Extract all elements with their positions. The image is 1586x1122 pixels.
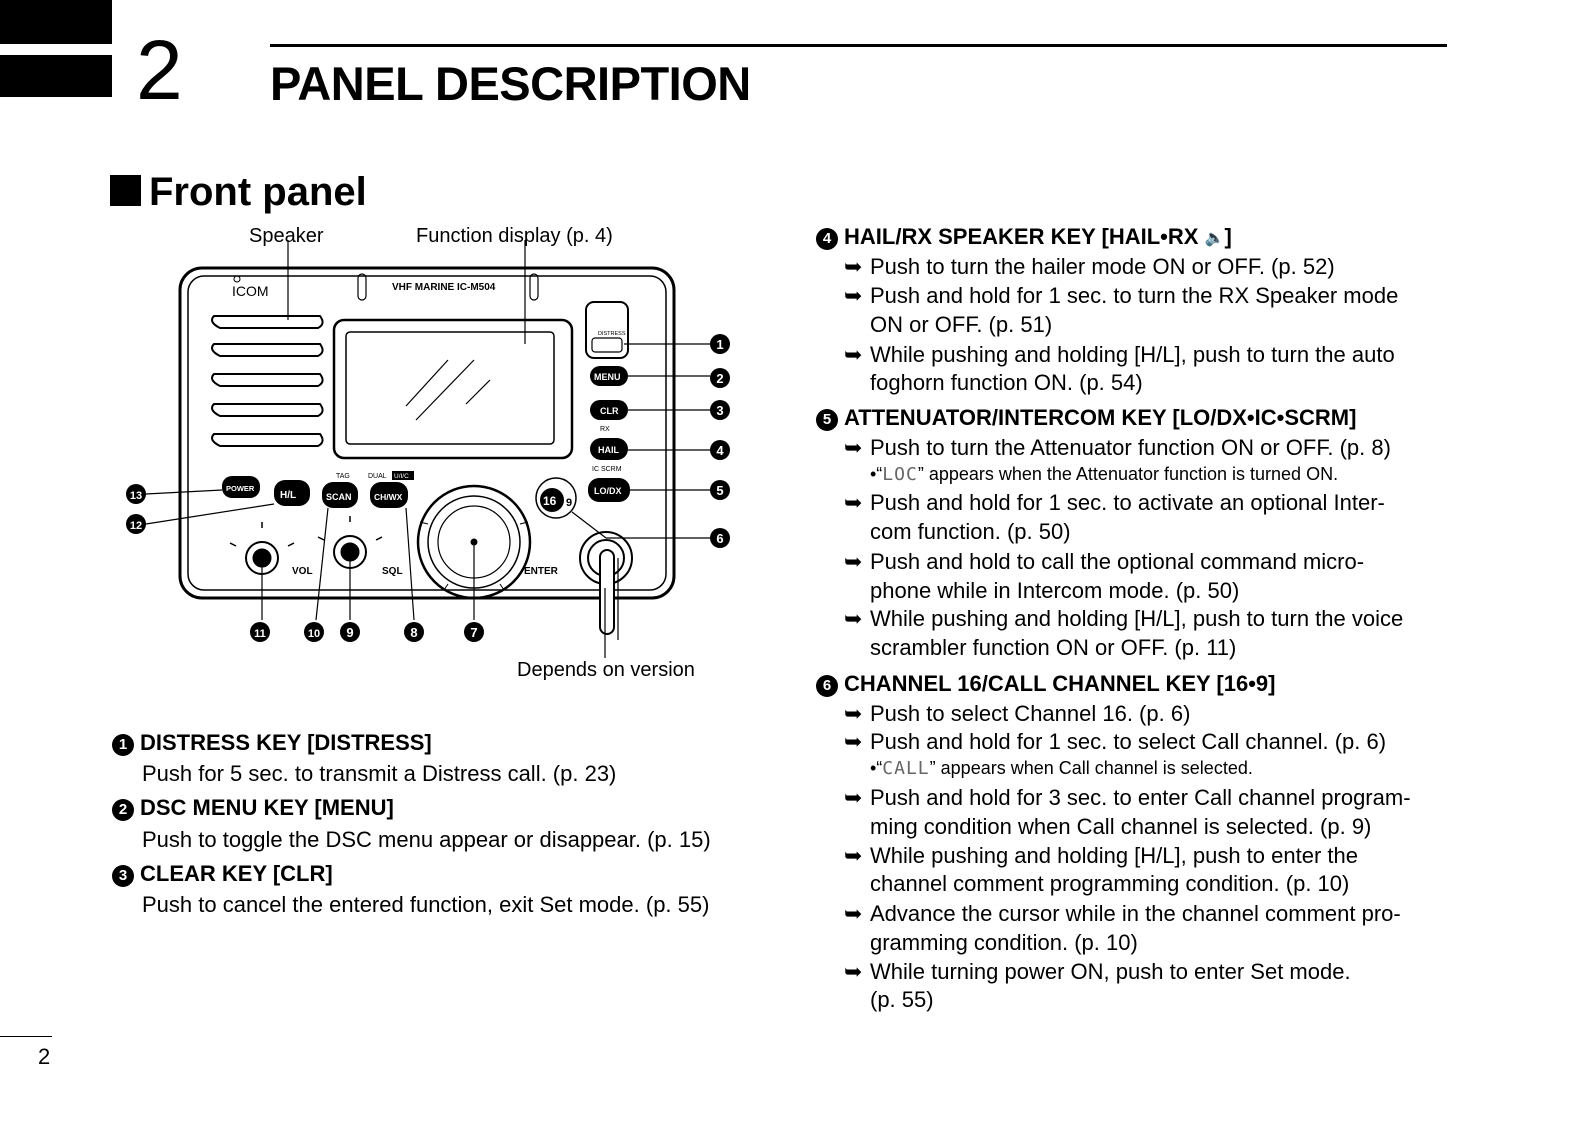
front-panel-illustration <box>110 225 750 658</box>
number-badge: 6 <box>816 675 838 697</box>
bullet-line: ➥ Push to turn the hailer mode ON or OFF. (p. 52) <box>844 254 1335 279</box>
bullet-line-cont: scrambler function ON or OFF. (p. 11) <box>870 635 1237 660</box>
svg-text:11: 11 <box>254 628 266 640</box>
bullet-line: ➥ While pushing and holding [H/L], push to enter the <box>844 843 1358 868</box>
svg-text:6: 6 <box>716 531 724 546</box>
bullet-line: ➥ While pushing and holding [H/L], push to turn the auto <box>844 342 1395 367</box>
callout-7 <box>464 622 484 642</box>
scan-key[interactable] <box>322 482 358 508</box>
arrow-right-icon: ➥ <box>844 549 863 574</box>
lcd-note: •“LOC” appears when the Attenuator function is turned ON. <box>870 464 1339 485</box>
svg-text:3: 3 <box>716 403 724 418</box>
arrow-right-icon: ➥ <box>844 785 863 810</box>
arrow-right-icon: ➥ <box>844 901 863 926</box>
chapter-tab-top <box>0 0 112 44</box>
svg-text:HAIL: HAIL <box>598 445 619 455</box>
bullet-line-cont: channel comment programming condition. (p. 10) <box>870 871 1350 896</box>
item-attenuator-key-heading: 5 ATTENUATOR/INTERCOM KEY [LO/DX•IC•SCRM] <box>816 405 1356 431</box>
distress-key-label: DISTRESS <box>598 331 626 337</box>
bullet-line-cont: phone while in Intercom mode. (p. 50) <box>870 578 1240 603</box>
svg-text:CH/WX: CH/WX <box>374 492 403 502</box>
ch-wx-key[interactable] <box>370 482 408 508</box>
bullet-line: ➥ Push and hold for 1 sec. to select Call channel. (p. 6) <box>844 729 1387 754</box>
item-clear-key-body: Push to cancel the entered function, exit Set mode. (p. 55) <box>142 892 710 917</box>
arrow-right-icon: ➥ <box>844 701 863 726</box>
svg-text:7: 7 <box>470 625 478 640</box>
svg-text:CLR: CLR <box>600 406 619 416</box>
callout-5 <box>710 480 730 500</box>
bullet-line: ➥ Push to select Channel 16. (p. 6) <box>844 701 1191 726</box>
number-badge: 1 <box>112 734 134 756</box>
svg-text:SCAN: SCAN <box>326 492 352 502</box>
item-distress-key-heading: 1 DISTRESS KEY [DISTRESS] <box>112 730 432 756</box>
hail-key[interactable] <box>590 438 628 460</box>
callout-6 <box>710 528 730 548</box>
arrow-right-icon: ➥ <box>844 254 863 279</box>
section-heading <box>110 170 367 214</box>
item-dsc-menu-key-heading: 2 DSC MENU KEY [MENU] <box>112 795 394 821</box>
item-hail-key-heading: 4 HAIL/RX SPEAKER KEY [HAIL•RX 🔈] <box>816 224 1232 250</box>
arrow-right-icon: ➥ <box>844 342 863 367</box>
lcd-note: •“CALL” appears when Call channel is selected. <box>870 758 1253 779</box>
svg-text:1: 1 <box>716 337 724 352</box>
svg-text:9: 9 <box>346 625 354 640</box>
svg-text:2: 2 <box>716 371 724 386</box>
speaker-label: Speaker <box>249 225 324 247</box>
svg-text:MENU: MENU <box>594 372 621 382</box>
brand-dot-icon <box>234 276 240 282</box>
bullet-line: ➥ Push and hold for 1 sec. to turn the RX Speaker mode <box>844 283 1399 308</box>
arrow-right-icon: ➥ <box>844 490 863 515</box>
svg-text:5: 5 <box>716 483 724 498</box>
depends-on-version-label: Depends on version <box>517 659 695 681</box>
chapter-tab-bottom <box>0 55 112 97</box>
callout-1 <box>710 334 730 354</box>
svg-text:16: 16 <box>543 494 557 508</box>
sql-label: SQL <box>382 566 403 577</box>
number-badge: 4 <box>816 228 838 250</box>
bullet-line: ➥ Advance the cursor while in the channel comment pro- <box>844 901 1401 926</box>
svg-text:4: 4 <box>716 443 724 458</box>
item-channel16-key-heading: 6 CHANNEL 16/CALL CHANNEL KEY [16•9] <box>816 671 1276 697</box>
svg-text:12: 12 <box>129 520 143 532</box>
arrow-right-icon: ➥ <box>844 843 863 868</box>
item-dsc-menu-key-body: Push to toggle the DSC menu appear or disappear. (p. 15) <box>142 827 711 852</box>
lo-dx-key[interactable] <box>588 478 630 502</box>
bullet-line-cont: com function. (p. 50) <box>870 519 1071 544</box>
bullet-line: ➥ Push and hold for 3 sec. to enter Call channel program- <box>844 785 1411 810</box>
bullet-line: ➥ Push and hold to call the optional command micro- <box>844 549 1365 574</box>
ic-scrm-label: IC SCRM <box>592 466 622 473</box>
function-display-label: Function display (p. 4) <box>416 225 613 247</box>
svg-text:POWER: POWER <box>226 484 255 493</box>
bullet-line-cont: ming condition when Call channel is selected. (p. 9) <box>870 814 1372 839</box>
item-clear-key-heading: 3 CLEAR KEY [CLR] <box>112 861 333 887</box>
arrow-right-icon: ➥ <box>844 435 863 460</box>
callout-8 <box>404 622 424 642</box>
callout-4 <box>710 440 730 460</box>
square-bullet-icon <box>110 175 141 206</box>
page-number: 2 <box>38 1044 51 1069</box>
callout-11 <box>250 622 270 642</box>
uic-label: U/I/C <box>394 473 409 480</box>
bullet-line-cont: foghorn function ON. (p. 54) <box>870 370 1143 395</box>
callout-10 <box>304 622 324 642</box>
menu-key[interactable] <box>590 366 628 386</box>
arrow-right-icon: ➥ <box>844 729 863 754</box>
number-badge: 5 <box>816 409 838 431</box>
callout-9 <box>340 622 360 642</box>
svg-text:H/L: H/L <box>280 490 297 501</box>
callout-3 <box>710 400 730 420</box>
page-title: PANEL DESCRIPTION <box>270 57 751 110</box>
vol-label: VOL <box>292 566 313 577</box>
bullet-line-cont: ON or OFF. (p. 51) <box>870 312 1053 337</box>
bullet-line-cont: (p. 55) <box>870 987 934 1012</box>
bullet-line: ➥ Push and hold for 1 sec. to activate an optional Inter- <box>844 490 1385 515</box>
footer-rule <box>0 1036 52 1037</box>
arrow-right-icon: ➥ <box>844 606 863 631</box>
svg-text:LO/DX: LO/DX <box>594 486 622 496</box>
model-label: VHF MARINE IC-M504 <box>392 282 496 293</box>
tag-label: TAG <box>336 473 350 480</box>
arrow-right-icon: ➥ <box>844 959 863 984</box>
bullet-line: ➥ Push to turn the Attenuator function ON or OFF. (p. 8) <box>844 435 1391 460</box>
bullet-line: ➥ While turning power ON, push to enter Set mode. <box>844 959 1351 984</box>
section-heading-text: Front panel <box>149 170 367 214</box>
ch16-key[interactable] <box>536 478 576 518</box>
arrow-right-icon: ➥ <box>844 283 863 308</box>
chapter-number: 2 <box>136 23 183 117</box>
svg-text:10: 10 <box>307 628 321 640</box>
svg-text:9: 9 <box>566 497 573 509</box>
svg-text:13: 13 <box>129 490 143 502</box>
bullet-line: ➥ While pushing and holding [H/L], push to turn the voice <box>844 606 1404 631</box>
mic-connector <box>580 532 632 658</box>
item-distress-key-body: Push for 5 sec. to transmit a Distress call. (p. 23) <box>142 761 617 786</box>
title-rule <box>270 44 1447 47</box>
bullet-line-cont: gramming condition. (p. 10) <box>870 930 1138 955</box>
svg-text:8: 8 <box>410 625 418 640</box>
brand-logo: ICOM <box>232 283 269 299</box>
rx-label: RX <box>600 426 610 433</box>
callout-12 <box>126 514 146 534</box>
hl-key[interactable] <box>274 480 310 506</box>
enter-label: ENTER <box>524 566 558 577</box>
speaker-icon: 🔈 <box>1204 230 1225 247</box>
number-badge: 3 <box>112 865 134 887</box>
callout-2 <box>710 368 730 388</box>
power-key[interactable] <box>222 476 260 498</box>
clr-key[interactable] <box>590 400 628 420</box>
callout-13 <box>126 484 146 504</box>
dual-label: DUAL <box>368 473 387 480</box>
number-badge: 2 <box>112 799 134 821</box>
